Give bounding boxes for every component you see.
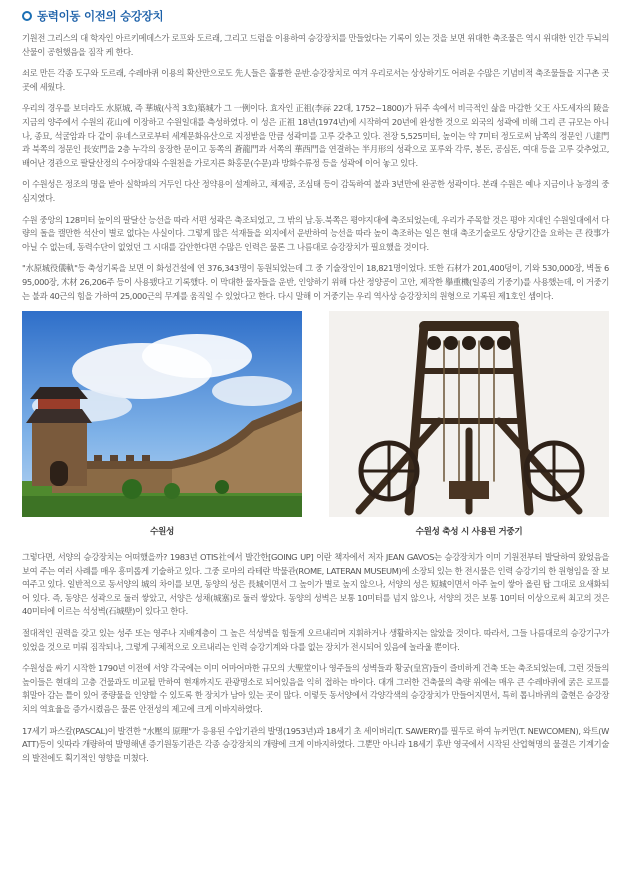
paragraph: 기원전 그리스의 대 학자인 아르키메데스가 로프와 도르래, 그리고 드럼을 이용하여 승강장치를 만들었다는 기록이 있는 것을 보면 위대한 축조물은 역시 위대한 인간 두뇌의 산물이 공헌했음을 짐작 케 한다. xyxy=(22,33,609,57)
paragraph: 17세기 파스칼(PASCAL)이 발견한 "水壓의 原理"가 응용된 수압기관의 발명(1953년)과 18세기 초 세이버리(T. SAWERY)를 필두로 하여 뉴커먼(T. NEWCOMEN), 와트(WATT)등이 잇따라 개량하여 발명해낸 증기원동기관은 각종 승강장치의 개량에 크게 이바지하였다. 그뿐만 아니라 18세기 후반 영국에서 시작된 산업혁명의 물결은 기계기술의 발전에도 획기적인 영향을 미쳤다. xyxy=(22,725,609,763)
section-header xyxy=(22,6,609,26)
section-title: 동력이동 이전의 승강장치 xyxy=(37,9,164,23)
suwon-fortress-photo xyxy=(22,311,302,517)
paragraph: 우리의 경우를 보더라도 水原城, 즉 華城(사적 3호)築城가 그 一例이다. 효자인 正祖(李祘 22대, 1752~1800)가 뒤주 속에서 비극적인 삶을 마감한 父王 사도세자의 陵을 지금의 양주에서 수원의 花山에 이장하고 수원일대를 측성하였다. 이 성은 正祖 18년(1974년)에 시작하여 20년에 완성한 것으로 외국의 성곽에 비해 그리 큰 규모는 아니나, 종묘, 석굴암과 다 같이 유네스코로부터 세계문화유산으로 지정받을 만큼 성곽미를 고루 갖추고 있다. 전장 5,525미터, 높이는 약 7미터 정도로써 남쪽의 정문인 八達門과 북쪽의 정문인 長安門을 2층 누각의 웅장한 문이고 동쪽의 蒼龍門과 서쪽의 華西門을 연결하는 半月形의 성곽으로 포루와 각루, 봉돈, 공심돈, 여대 등을 고루 갖추었고, 배어난 경관으로 팔달산정의 수어장대와 수원천을 가로지른 화홍문(수문)과 방화수류정 등을 성곽에 이어 놓고 있다. xyxy=(22,103,609,168)
figures-row xyxy=(22,311,609,551)
figure-suwon-fortress xyxy=(22,311,302,551)
bullet-icon xyxy=(22,11,32,21)
figure-caption: 수원성 xyxy=(149,527,174,538)
paragraph: "水原城役儀軌"등 축성기록을 보면 이 화성건설에 연 376,343명이 동원되었는데 그 중 기술장인이 18,821명이었다. 또한 石材가 201,400덩이, 기와 530,000장, 벽돌 695,000장, 木材 26,206주 등이 사용됐다고 기록했다. 이 막대한 물자들을 운반, 인양하기 위해 다산 정양공이 고안, 제작한 擧重機(일종의 기중기)를 사용했는데, 이 거중기는 불과 40근의 힘을 가하여 25,000근의 무게를 움직일 수 있었다고 한다. 다시 말해 이 거중기는 우리 역사상 승강장치의 원형으로 기록된 제1호인 셈이다. xyxy=(22,263,609,301)
paragraph: 수원성을 싸기 시작한 1790년 이전에 서양 각국에는 이미 어마어마한 규모의 大聖堂이나 영주들의 성벽들과 황궁(皇宮)들이 즐비하게 건축 또는 축조되었는데, 그런 것들의 높이들은 현대의 고층 건물과도 비교될 만하여 현재까지도 관광명소로 되어있음을 익히 접하는 바이다. 대개 그러한 건축물의 측량 위에는 매우 큰 수레바퀴에 굵은 로프를 휘말아 감는 틀이 있어 중량물을 인양할 수 있도록 한 장치가 남아 있는 곳이 많다. 이렇듯 동서양에서 각양각색의 승강장치가 만들어지면서, 특히 톱니바퀴의 출현은 승강장치의 역효율을 증가시켰음은 물론 안전성의 제고에 크게 이바지하였다. xyxy=(22,663,609,715)
figure-caption: 수원성 축성 시 사용된 거중기 xyxy=(415,527,523,538)
paragraph: 그렇다면, 서양의 승강장치는 어떠했을까? 1983년 OTIS社에서 발간한[GOING UP] 이란 책자에서 저자 JEAN GAVOS는 승강장치가 이미 기원전부터 발달하여 왔었음을 보여 주는 여러 사례를 매우 흥미롭게 기술하고 있다. 그중 로마의 라테란 박물관(ROME, LATERAN MUSEUM)에 소장되 있는 한 전시물은 인력 승강기의 한 원형임을 잘 보여주고 있다. 일반적으로 동서양의 城의 차이를 보면, 동양의 성은 長城이면서 그 높이가 별로 높지 않으나, 서양의 성은 短城이면서 아주 높이 쌓아 올린 탑 그대로 요새화되어 있다. 즉, 동양은 성곽으로 둘러 쌓았고, 서양은 성채(城塞)로 둘러 쌓았다. 동양의 성벽은 보통 10미터를 넘지 않으나, 서양의 것은 보통 10미터 이상으로써 최고의 것은 40미터에 이르는 석성벽(石城壁)이 있다고 한다. xyxy=(22,552,609,617)
paragraph: 쇠로 만든 각종 도구와 도르래, 수레바퀴 이용의 확산만으로도 先人들은 훌륭한 운반.승강장치로 여겨 우리로서는 상상하기도 어려운 수많은 기념비적 축조물들을 지구촌 곳곳에 세웠다. xyxy=(22,68,609,92)
paragraph: 수원 중앙의 128미터 높이의 팔달산 능선을 따라 서편 성곽은 축조되었고, 그 밖의 남.동.북쪽은 평야지대에 축조되었는데, 우리가 주목할 것은 평야 지대인 수원일대에서 다량의 돌을 캘만한 석산이 별로 없다는 사실이다. 그렇게 많은 석재들을 외지에서 운반하여 능선을 따라 높이 축조하는 일은 현대 축조기술로도 상당기간을 요하는 큰 役事가 아닐 수 없는데, 동력수단이 없었던 그 시대를 감안한다면 수많은 인력은 물론 그 나름대로 승강장치가 필요했을 것이다. xyxy=(22,214,609,252)
geojunggi-crane-photo xyxy=(329,311,609,517)
figure-geojunggi xyxy=(329,311,609,551)
paragraph: 이 수원성은 정조의 명을 받아 실학파의 거두인 다산 정약용이 설계하고, 채제공, 조심태 등이 감독하여 불과 3년만에 완공한 성곽이다. 본래 수원은 예나 지금이나 농경의 중심지였다. xyxy=(22,179,609,203)
paragraph: 절대적인 권력을 갖고 있는 성주 또는 영주나 지배계층이 그 높은 석성벽을 힘들게 오르내리며 지휘하거나 생활하지는 않았을 것이다. 따라서, 그들 나름대로의 승강기구가 있었을 것으로 미뤄 짐작되나, 그렇게 구체적으로 오르내리는 인력 승강기계와 다를 없는 장치가 전시되어 있음에 놀라울 뿐이다. xyxy=(22,628,609,652)
